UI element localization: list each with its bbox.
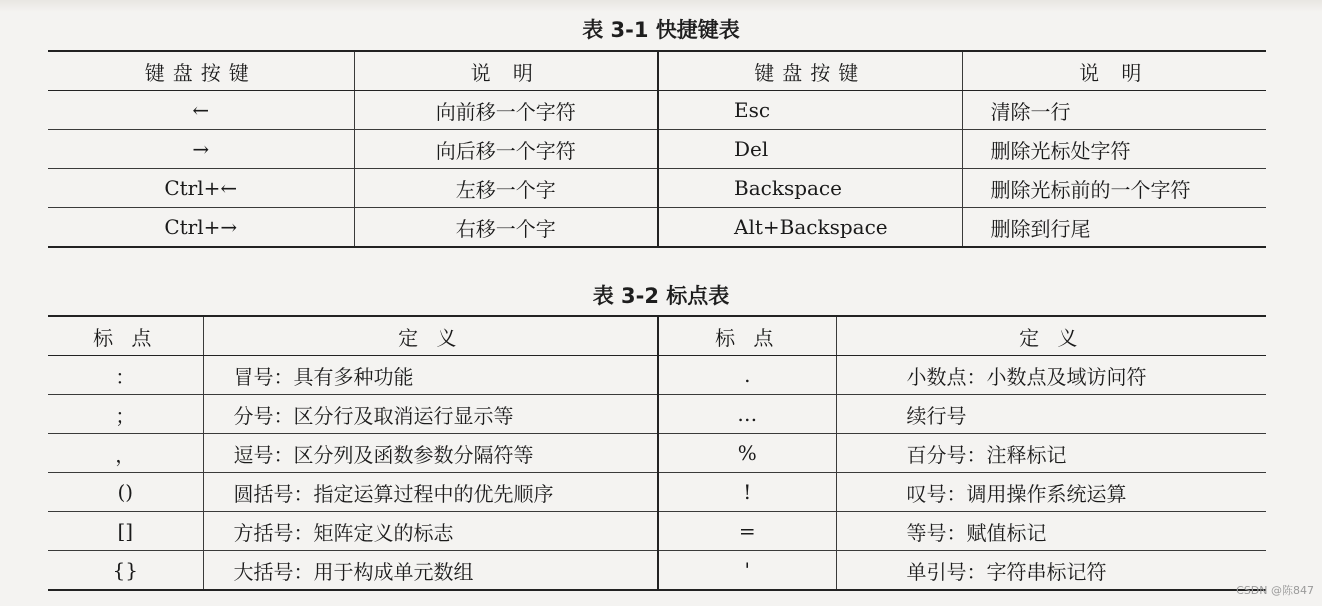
table-row bbox=[48, 434, 1266, 473]
table-row bbox=[48, 551, 1266, 591]
table-2-caption: 表 3-2 标点表 bbox=[592, 284, 730, 308]
definition-cell: 小数点：小数点及域访问符 bbox=[836, 356, 1266, 395]
header-symbol: 标 点 bbox=[658, 316, 836, 356]
key-cell: Backspace bbox=[658, 169, 962, 208]
definition-cell: 逗号：区分列及函数参数分隔符等 bbox=[203, 434, 658, 473]
header-key: 键盘按键 bbox=[48, 51, 354, 91]
header-description: 说 明 bbox=[962, 51, 1266, 91]
definition-cell: 大括号：用于构成单元数组 bbox=[203, 551, 658, 591]
table-row bbox=[48, 473, 1266, 512]
table-row bbox=[48, 91, 1266, 130]
header-definition: 定 义 bbox=[203, 316, 658, 356]
definition-cell: 方括号：矩阵定义的标志 bbox=[203, 512, 658, 551]
key-cell: Del bbox=[658, 130, 962, 169]
symbol-cell: … bbox=[658, 395, 836, 434]
header-key: 键盘按键 bbox=[658, 51, 962, 91]
table-header-row bbox=[48, 316, 1266, 356]
table-row bbox=[48, 395, 1266, 434]
symbol-cell: . bbox=[658, 356, 836, 395]
header-description: 说 明 bbox=[354, 51, 658, 91]
symbol-cell: [] bbox=[48, 512, 203, 551]
description-cell: 删除光标处字符 bbox=[962, 130, 1266, 169]
description-cell: 左移一个字 bbox=[354, 169, 658, 208]
table-row bbox=[48, 356, 1266, 395]
table-row bbox=[48, 208, 1266, 248]
definition-cell: 分号：区分行及取消运行显示等 bbox=[203, 395, 658, 434]
key-cell: Ctrl+→ bbox=[48, 208, 354, 248]
table-row bbox=[48, 512, 1266, 551]
description-cell: 清除一行 bbox=[962, 91, 1266, 130]
table-header-row bbox=[48, 51, 1266, 91]
definition-cell: 叹号：调用操作系统运算 bbox=[836, 473, 1266, 512]
table-row bbox=[48, 130, 1266, 169]
key-cell: Esc bbox=[658, 91, 962, 130]
key-cell: Alt+Backspace bbox=[658, 208, 962, 248]
table-1-caption: 表 3-1 快捷键表 bbox=[582, 18, 740, 42]
definition-cell: 单引号：字符串标记符 bbox=[836, 551, 1266, 591]
symbol-cell: {} bbox=[48, 551, 203, 591]
symbol-cell: ： bbox=[48, 356, 203, 395]
symbol-cell: ； bbox=[48, 395, 203, 434]
description-cell: 删除光标前的一个字符 bbox=[962, 169, 1266, 208]
symbol-cell: ! bbox=[658, 473, 836, 512]
header-definition: 定 义 bbox=[836, 316, 1266, 356]
description-cell: 向前移一个字符 bbox=[354, 91, 658, 130]
key-cell: → bbox=[48, 130, 354, 169]
definition-cell: 圆括号：指定运算过程中的优先顺序 bbox=[203, 473, 658, 512]
definition-cell: 续行号 bbox=[836, 395, 1266, 434]
symbol-cell: () bbox=[48, 473, 203, 512]
key-cell: ← bbox=[48, 91, 354, 130]
shortcut-key-table bbox=[48, 50, 1266, 248]
key-cell: Ctrl+← bbox=[48, 169, 354, 208]
symbol-cell: = bbox=[658, 512, 836, 551]
definition-cell: 百分号：注释标记 bbox=[836, 434, 1266, 473]
symbol-cell: ' bbox=[658, 551, 836, 591]
bleed-through-text bbox=[0, 0, 1322, 12]
symbol-cell: % bbox=[658, 434, 836, 473]
table-row bbox=[48, 169, 1266, 208]
definition-cell: 冒号：具有多种功能 bbox=[203, 356, 658, 395]
symbol-cell: ， bbox=[48, 434, 203, 473]
description-cell: 删除到行尾 bbox=[962, 208, 1266, 248]
definition-cell: 等号：赋值标记 bbox=[836, 512, 1266, 551]
watermark: CSDN @陈847 bbox=[1236, 584, 1314, 597]
description-cell: 向后移一个字符 bbox=[354, 130, 658, 169]
header-symbol: 标 点 bbox=[48, 316, 203, 356]
punctuation-table bbox=[48, 315, 1266, 591]
description-cell: 右移一个字 bbox=[354, 208, 658, 248]
